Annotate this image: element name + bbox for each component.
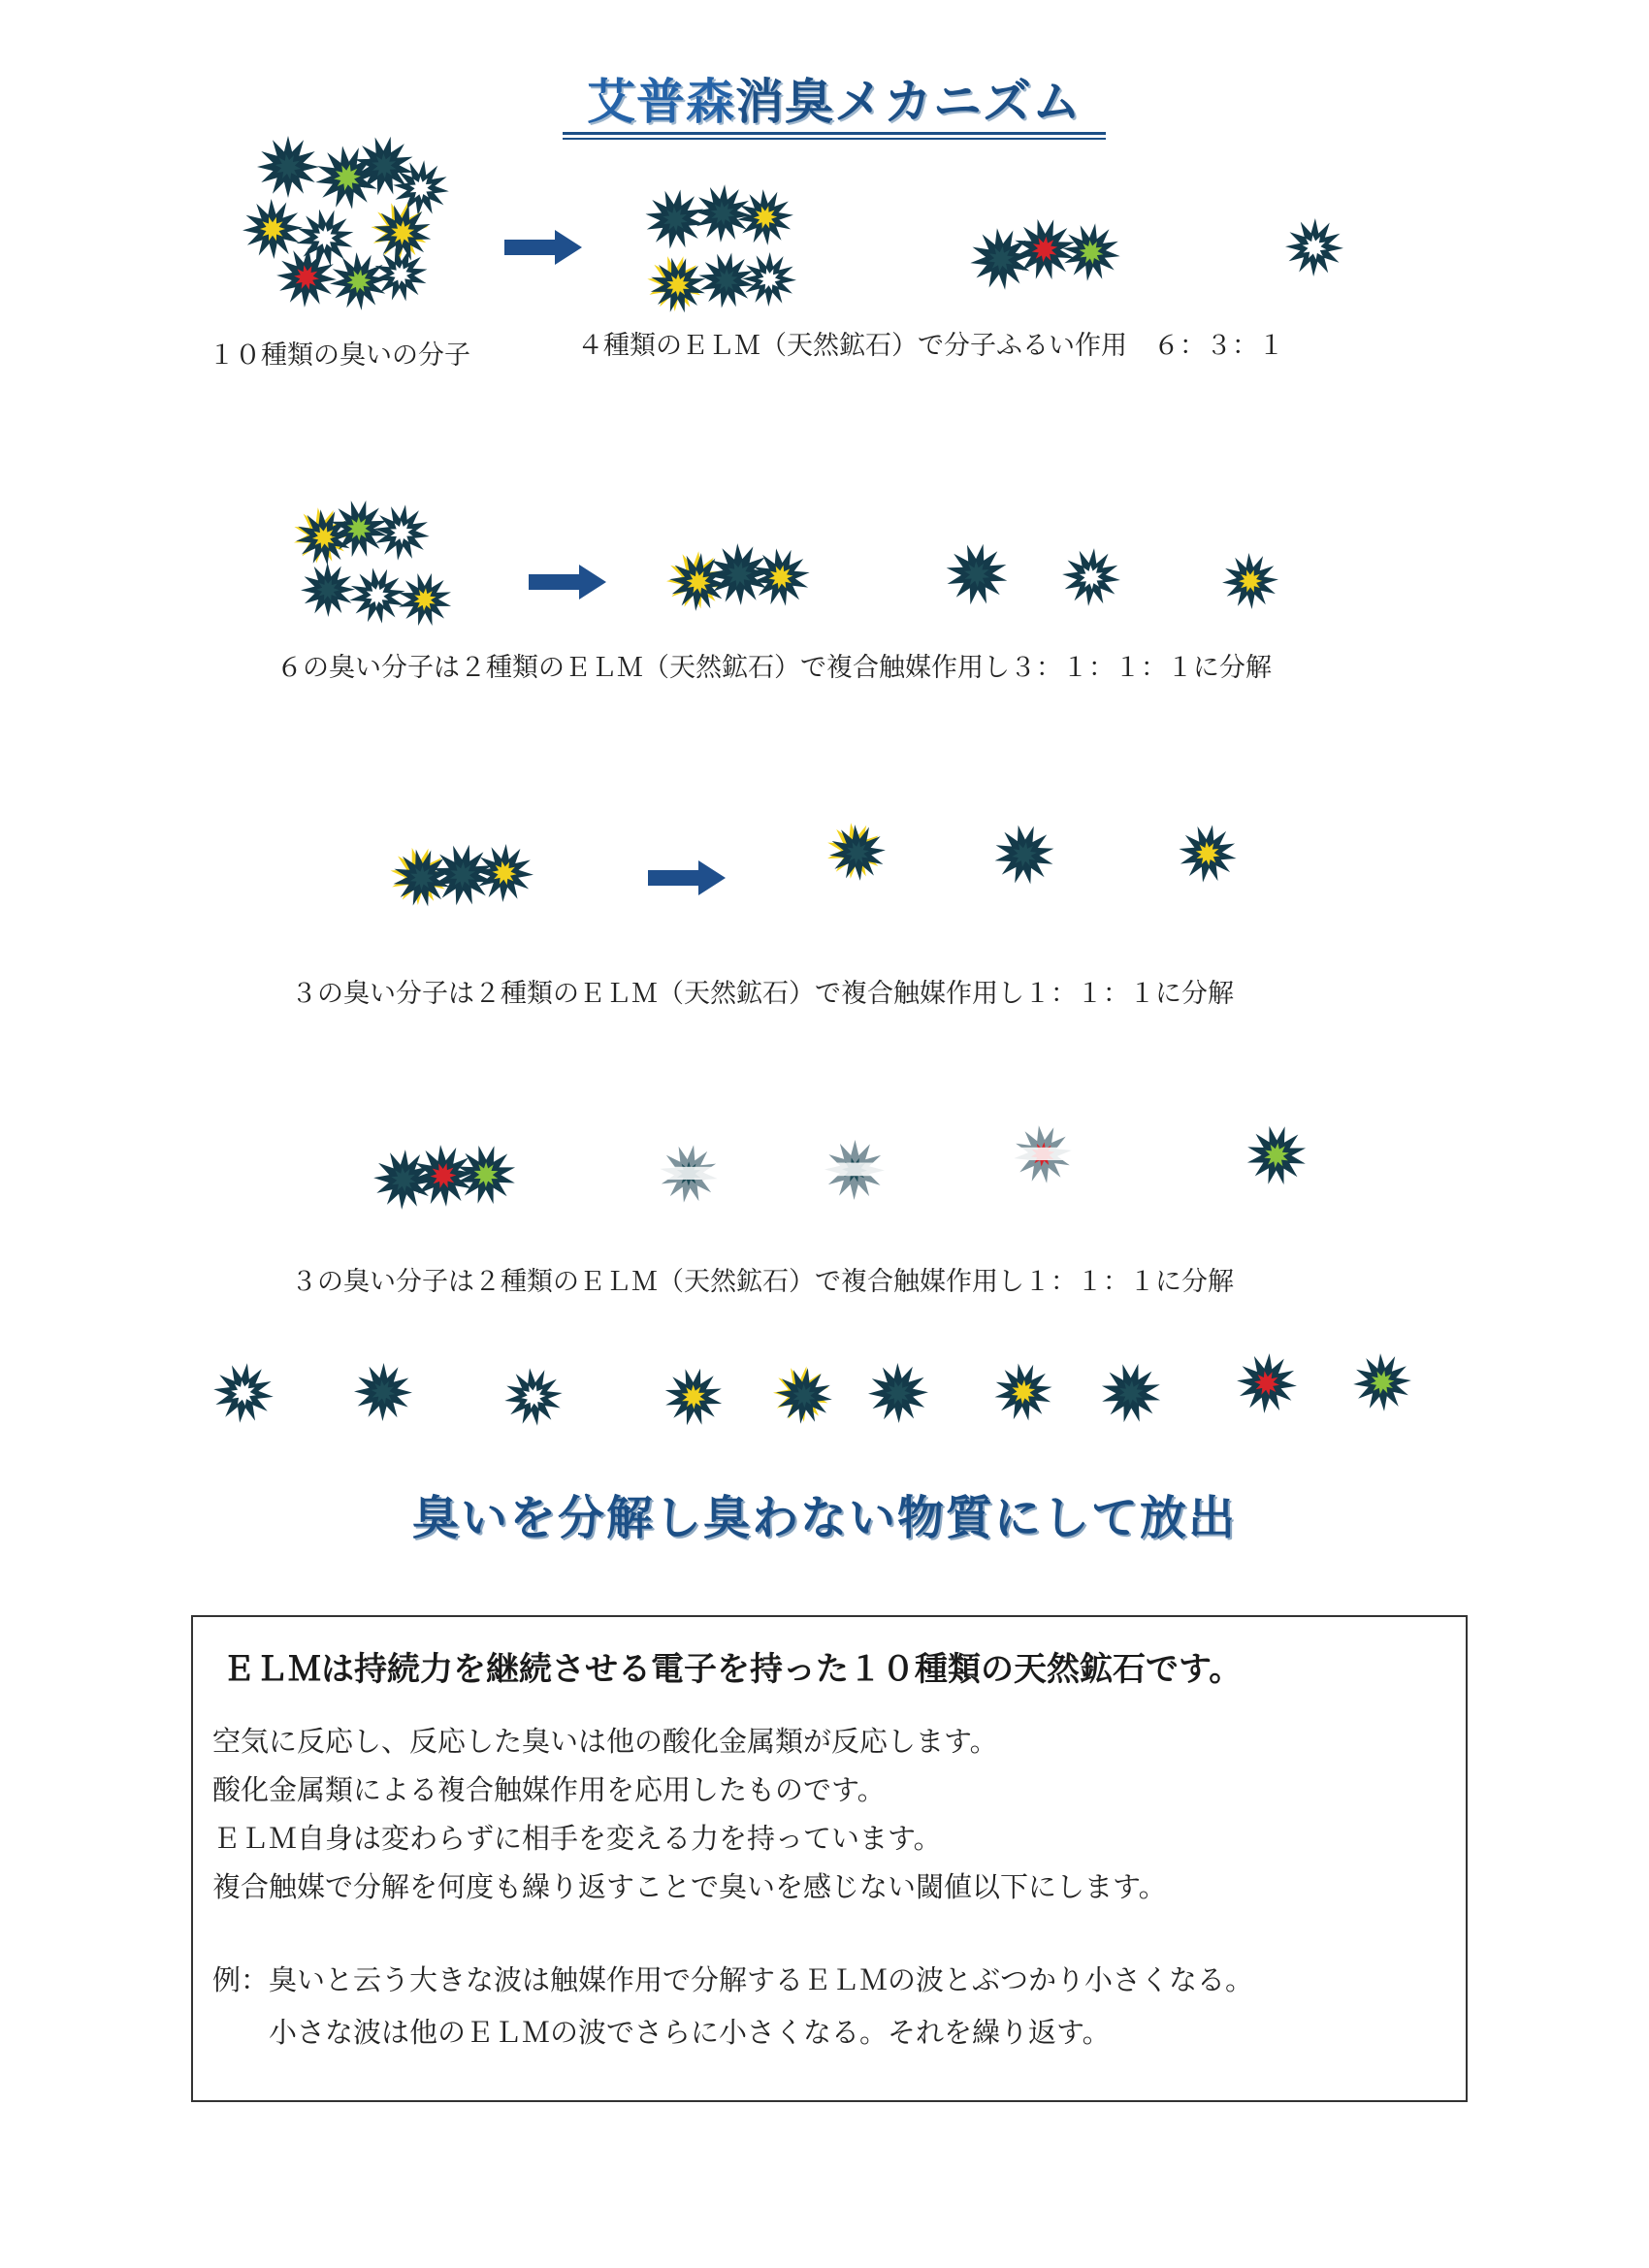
molecule-star-icon	[994, 1363, 1052, 1421]
info-example-2: 小さな波は他のＥＬＭの波でさらに小さくなる。それを繰り返す。	[212, 2016, 1111, 2049]
molecule-star-icon	[1237, 1353, 1297, 1413]
stage4-caption: ３の臭い分子は２種類のＥＬＭ（天然鉱石）で複合触媒作用し１：１：１に分解	[291, 1267, 1234, 1297]
headline: 臭いを分解し臭わない物質にして放出	[411, 1491, 1237, 1545]
title-brand: 艾普森	[587, 74, 735, 130]
molecule-star-icon	[1014, 1125, 1072, 1183]
molecule-star-icon	[737, 189, 793, 245]
molecule-star-icon	[1062, 548, 1120, 606]
info-heading: ＥＬＭは持続力を継続させる電子を持った１０種類の天然鉱石です。	[222, 1650, 1243, 1689]
arrow-icon	[648, 859, 726, 897]
info-line: 空気に反応し、反応した臭いは他の酸化金属類が反応します。	[212, 1725, 998, 1758]
molecule-star-icon	[752, 548, 810, 606]
molecule-star-icon	[994, 825, 1054, 885]
molecule-star-icon	[1222, 553, 1278, 609]
info-example-1: 例：臭いと云う大きな波は触媒作用で分解するＥＬＭの波とぶつかり小さくなる。	[212, 1963, 1254, 1996]
molecule-star-icon	[257, 136, 319, 198]
molecule-star-icon	[1246, 1125, 1307, 1185]
molecule-star-icon	[1353, 1353, 1411, 1411]
molecule-star-icon	[504, 1368, 563, 1426]
molecule-star-icon	[1179, 825, 1237, 883]
molecule-star-icon	[664, 1368, 723, 1426]
info-line: 複合触媒で分解を何度も繰り返すことで臭いを感じない閾値以下にします。	[212, 1870, 1167, 1903]
title-main: 消臭メカニズム	[735, 74, 1082, 130]
molecule-star-icon	[776, 1368, 832, 1424]
molecule-star-icon	[276, 247, 337, 308]
page-title	[563, 68, 1106, 136]
stage1-caption-right: ４種類のＥＬＭ（天然鉱石）で分子ふるい作用 ６：３：１	[577, 331, 1284, 361]
molecule-star-icon	[1285, 218, 1343, 276]
molecule-star-icon	[213, 1363, 274, 1423]
info-line: ＥＬＭ自身は変わらずに相手を変える力を持っています。	[212, 1822, 942, 1855]
stage3-caption: ３の臭い分子は２種類のＥＬＭ（天然鉱石）で複合触媒作用し１：１：１に分解	[291, 979, 1234, 1009]
arrow-icon	[504, 228, 582, 267]
molecule-star-icon	[829, 825, 886, 881]
molecule-star-icon	[373, 504, 430, 561]
molecule-star-icon	[301, 563, 355, 617]
molecule-star-icon	[475, 844, 534, 902]
stage2-caption: ６の臭い分子は２種類のＥＬＭ（天然鉱石）で複合触媒作用し３：１：１：１に分解	[276, 653, 1272, 683]
molecule-star-icon	[1062, 223, 1120, 281]
arrow-icon	[529, 563, 606, 601]
info-box	[191, 1615, 1468, 2102]
info-line: 酸化金属類による複合触媒作用を応用したものです。	[212, 1773, 886, 1806]
molecule-star-icon	[373, 247, 428, 302]
molecule-star-icon	[946, 543, 1008, 605]
molecule-star-icon	[354, 1363, 412, 1421]
molecule-star-icon	[742, 252, 796, 307]
stage1-caption-left: １０種類の臭いの分子	[209, 340, 470, 371]
title-underline	[563, 132, 1106, 135]
molecule-star-icon	[660, 1145, 718, 1203]
molecule-star-icon	[398, 572, 452, 627]
molecule-star-icon	[456, 1145, 516, 1205]
molecule-star-icon	[824, 1140, 885, 1200]
title-underline-2	[563, 138, 1106, 140]
molecule-star-icon	[868, 1363, 928, 1423]
molecule-star-icon	[1101, 1363, 1161, 1423]
